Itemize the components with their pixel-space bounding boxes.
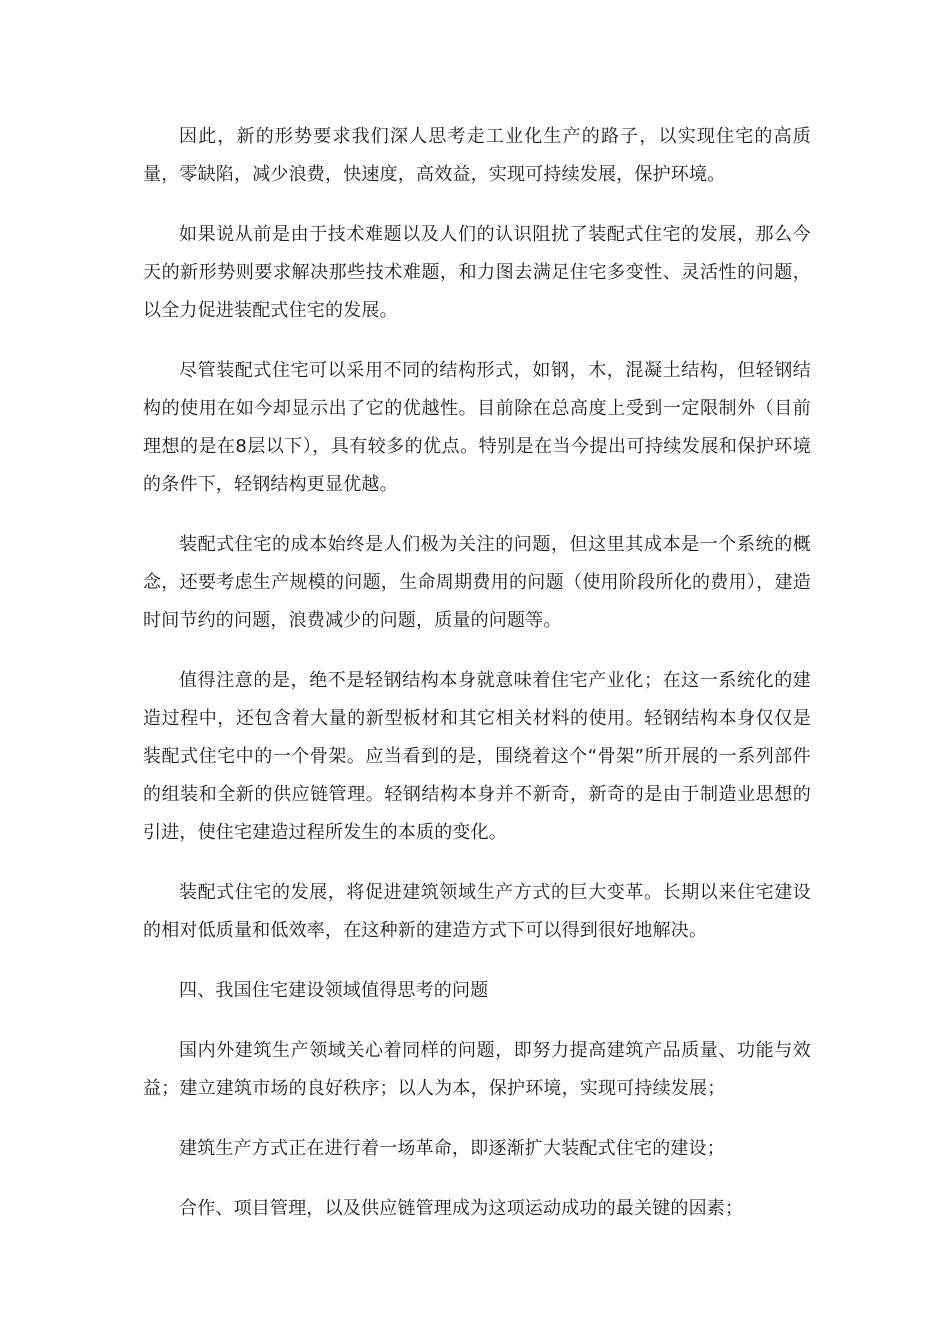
section-heading: 四、我国住宅建设领域值得思考的问题 <box>179 980 489 1001</box>
paragraph-common-concerns: 国内外建筑生产领域关心着同样的问题，即努力提高建筑产品质量、功能与效益；建立建筑市场的良好秩序；以人为本，保护环境，实现可持续发展； <box>143 1040 811 1099</box>
paragraph-industrialization: 因此，新的形势要求我们深人思考走工业化生产的路子，以实现住宅的高质量，零缺陷，减少浪费，快速度，高效益，实现可持续发展，保护环境。 <box>143 126 811 185</box>
paragraph-prefab-expansion: 建筑生产方式正在进行着一场革命，即逐渐扩大装配式住宅的建设； <box>179 1138 725 1159</box>
document-body <box>143 118 811 1250</box>
paragraph-supply-chain: 值得注意的是，绝不是轻钢结构本身就意味着住宅产业化；在这一系统化的建造过程中，还包含着大量的新型板材和其它相关材料的使用。轻钢结构本身仅仅是装配式住宅中的一个骨架。应当看到的是，围绕着这个“骨架”所开展的一系列部件的组装和全新的供应链管理。轻钢结构本身并不新奇，新奇的是由于制造业思想的引进，使住宅建造过程所发生的本质的变化。 <box>143 670 811 843</box>
paragraph-production-revolution: 装配式住宅的发展，将促进建筑领域生产方式的巨大变革。长期以来住宅建设的相对低质量和低效率，在这种新的建造方式下可以得到很好地解决。 <box>143 882 811 941</box>
paragraph-cost: 装配式住宅的成本始终是人们极为关注的问题，但这里其成本是一个系统的概念，还要考虑生产规模的问题，生命周期费用的问题（使用阶段所化的费用），建造时间节约的问题，浪费减少的问题，质量的问题等。 <box>143 534 811 631</box>
paragraph-technical-challenges: 如果说从前是由于技术难题以及人们的认识阻扰了装配式住宅的发展，那么今天的新形势则要求解决那些技术难题，和力图去满足住宅多变性、灵活性的问题，以全力促进装配式住宅的发展。 <box>143 224 811 321</box>
paragraph-key-factors: 合作、项目管理，以及供应链管理成为这项运动成功的最关键的因素； <box>179 1198 744 1219</box>
paragraph-light-steel-structure: 尽管装配式住宅可以采用不同的结构形式，如钢，木，混凝土结构，但轻钢结构的使用在如今却显示出了它的优越性。目前除在总高度上受到一定限制外（目前理想的是在8层以下），具有较多的优点。特别是在当今提出可持续发展和保护环境的条件下，轻钢结构更显优越。 <box>143 360 811 495</box>
